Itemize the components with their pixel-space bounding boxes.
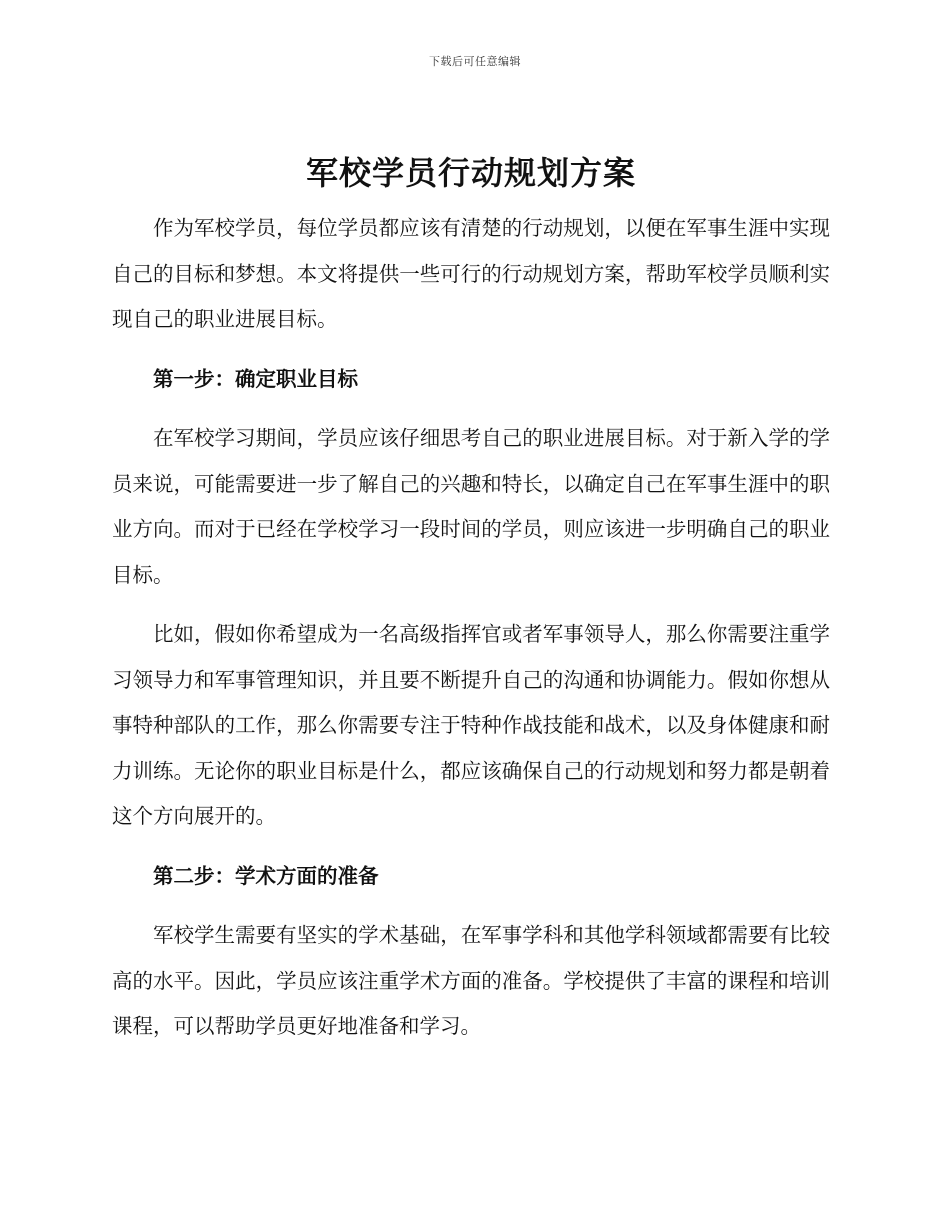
section-heading-step-2: 第二步：学术方面的准备: [153, 863, 379, 888]
section-1-paragraph-1: 在军校学习期间，学员应该仔细思考自己的职业进展目标。对于新入学的学员来说，可能需要进一步了解自己的兴趣和特长，以确定自己在军事生涯中的职业方向。而对于已经在学校学习一段时间的学员，则应该进一步明确自己的职业目标。: [112, 426, 830, 587]
page-header-note: 下载后可任意编辑: [429, 55, 521, 68]
section-1-paragraph-2: 比如，假如你希望成为一名高级指挥官或者军事领导人，那么你需要注重学习领导力和军事管理知识，并且要不断提升自己的沟通和协调能力。假如你想从事特种部队的工作，那么你需要专注于特种作战技能和战术，以及身体健康和耐力训练。无论你的职业目标是什么，都应该确保自己的行动规划和努力都是朝着这个方向展开的。: [112, 622, 830, 828]
intro-paragraph: 作为军校学员，每位学员都应该有清楚的行动规划，以便在军事生涯中实现自己的目标和梦想。本文将提供一些可行的行动规划方案，帮助军校学员顺利实现自己的职业进展目标。: [112, 216, 830, 331]
document-title: 军校学员行动规划方案: [305, 154, 636, 192]
document-body: [112, 148, 830, 1064]
section-2-paragraph-1: 军校学生需要有坚实的学术基础，在军事学科和其他学科领域都需要有比较高的水平。因此，学员应该注重学术方面的准备。学校提供了丰富的课程和培训课程，可以帮助学员更好地准备和学习。: [112, 923, 830, 1038]
section-heading-step-1: 第一步：确定职业目标: [153, 366, 358, 391]
